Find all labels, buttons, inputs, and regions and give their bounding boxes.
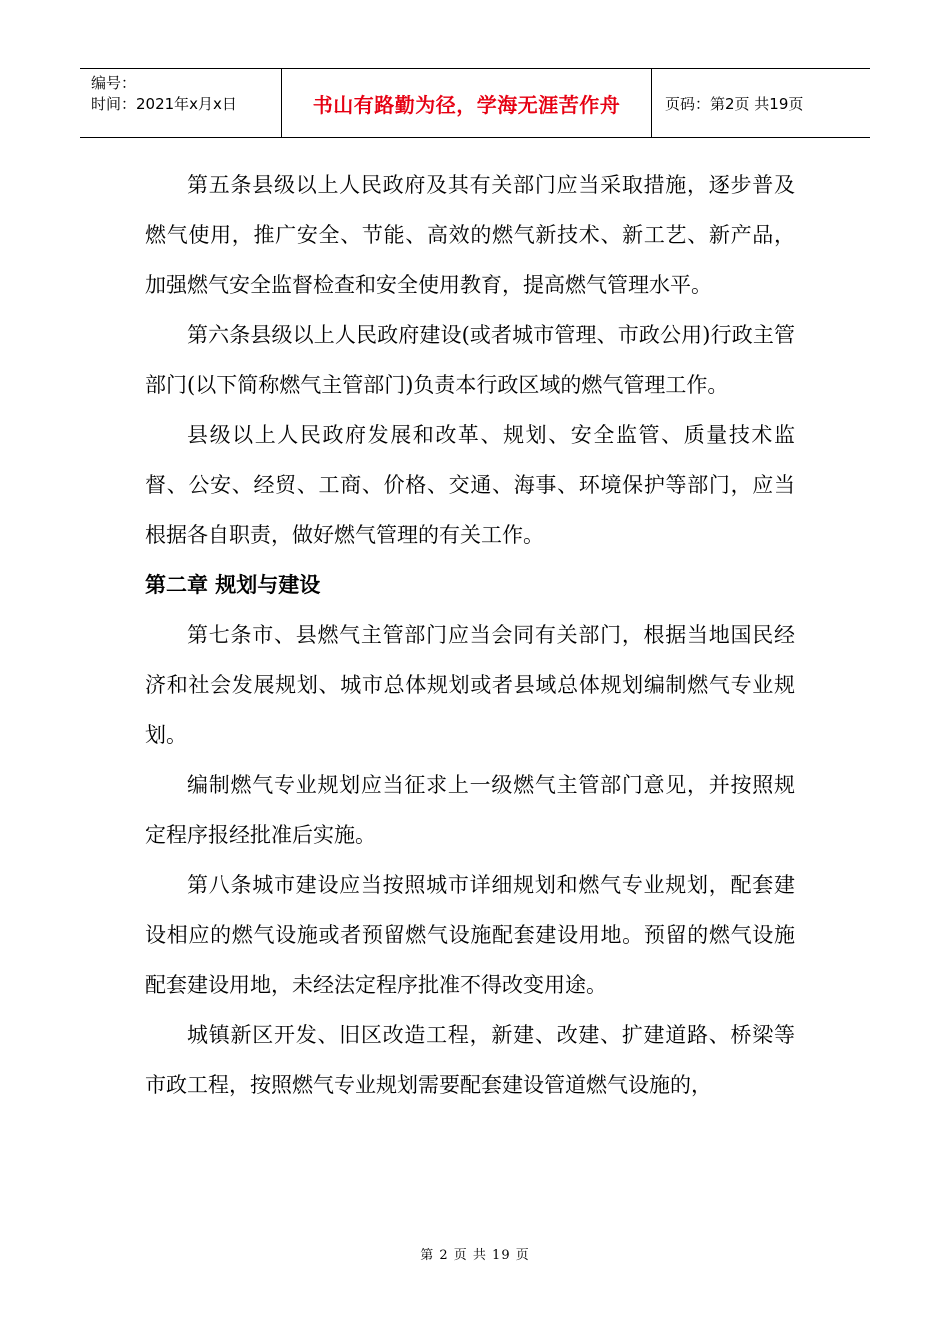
header-page-info: 页码：第2页 共19页 — [665, 94, 804, 113]
header-motto-cell — [282, 69, 652, 137]
article-8-paragraph: 第八条城市建设应当按照城市详细规划和燃气专业规划，配套建设相应的燃气设施或者预留燃气设施配套建设用地。预留的燃气设施配套建设用地，未经法定程序批准不得改变用途。 — [145, 873, 795, 997]
article-7-continued-paragraph: 编制燃气专业规划应当征求上一级燃气主管部门意见，并按照规定程序报经批准后实施。 — [145, 773, 795, 847]
document-date-label: 时间：2021年x月x日 — [91, 95, 237, 113]
page-header — [80, 68, 870, 138]
document-body — [145, 160, 795, 1110]
page-footer: 第 2 页 共 19 页 — [420, 1248, 530, 1263]
article-6-paragraph: 第六条县级以上人民政府建设(或者城市管理、市政公用)行政主管部门(以下简称燃气主管部门)负责本行政区域的燃气管理工作。 — [145, 323, 795, 397]
header-motto: 书山有路勤为径，学海无涯苦作舟 — [312, 92, 621, 117]
article-8-continued-paragraph: 城镇新区开发、旧区改造工程，新建、改建、扩建道路、桥梁等市政工程，按照燃气专业规划需要配套建设管道燃气设施的， — [145, 1023, 795, 1097]
header-meta-cell — [80, 69, 282, 137]
document-number-label: 编号： — [91, 74, 137, 92]
header-page-info-cell — [652, 69, 870, 137]
chapter-title: 第二章 规划与建设 — [145, 573, 321, 597]
article-6-continued-paragraph: 县级以上人民政府发展和改革、规划、安全监管、质量技术监督、公安、经贸、工商、价格、交通、海事、环境保护等部门，应当根据各自职责，做好燃气管理的有关工作。 — [145, 423, 795, 547]
article-5-paragraph: 第五条县级以上人民政府及其有关部门应当采取措施，逐步普及燃气使用，推广安全、节能、高效的燃气新技术、新工艺、新产品，加强燃气安全监督检查和安全使用教育，提高燃气管理水平。 — [145, 173, 795, 297]
article-7-paragraph: 第七条市、县燃气主管部门应当会同有关部门，根据当地国民经济和社会发展规划、城市总体规划或者县域总体规划编制燃气专业规划。 — [145, 623, 795, 747]
